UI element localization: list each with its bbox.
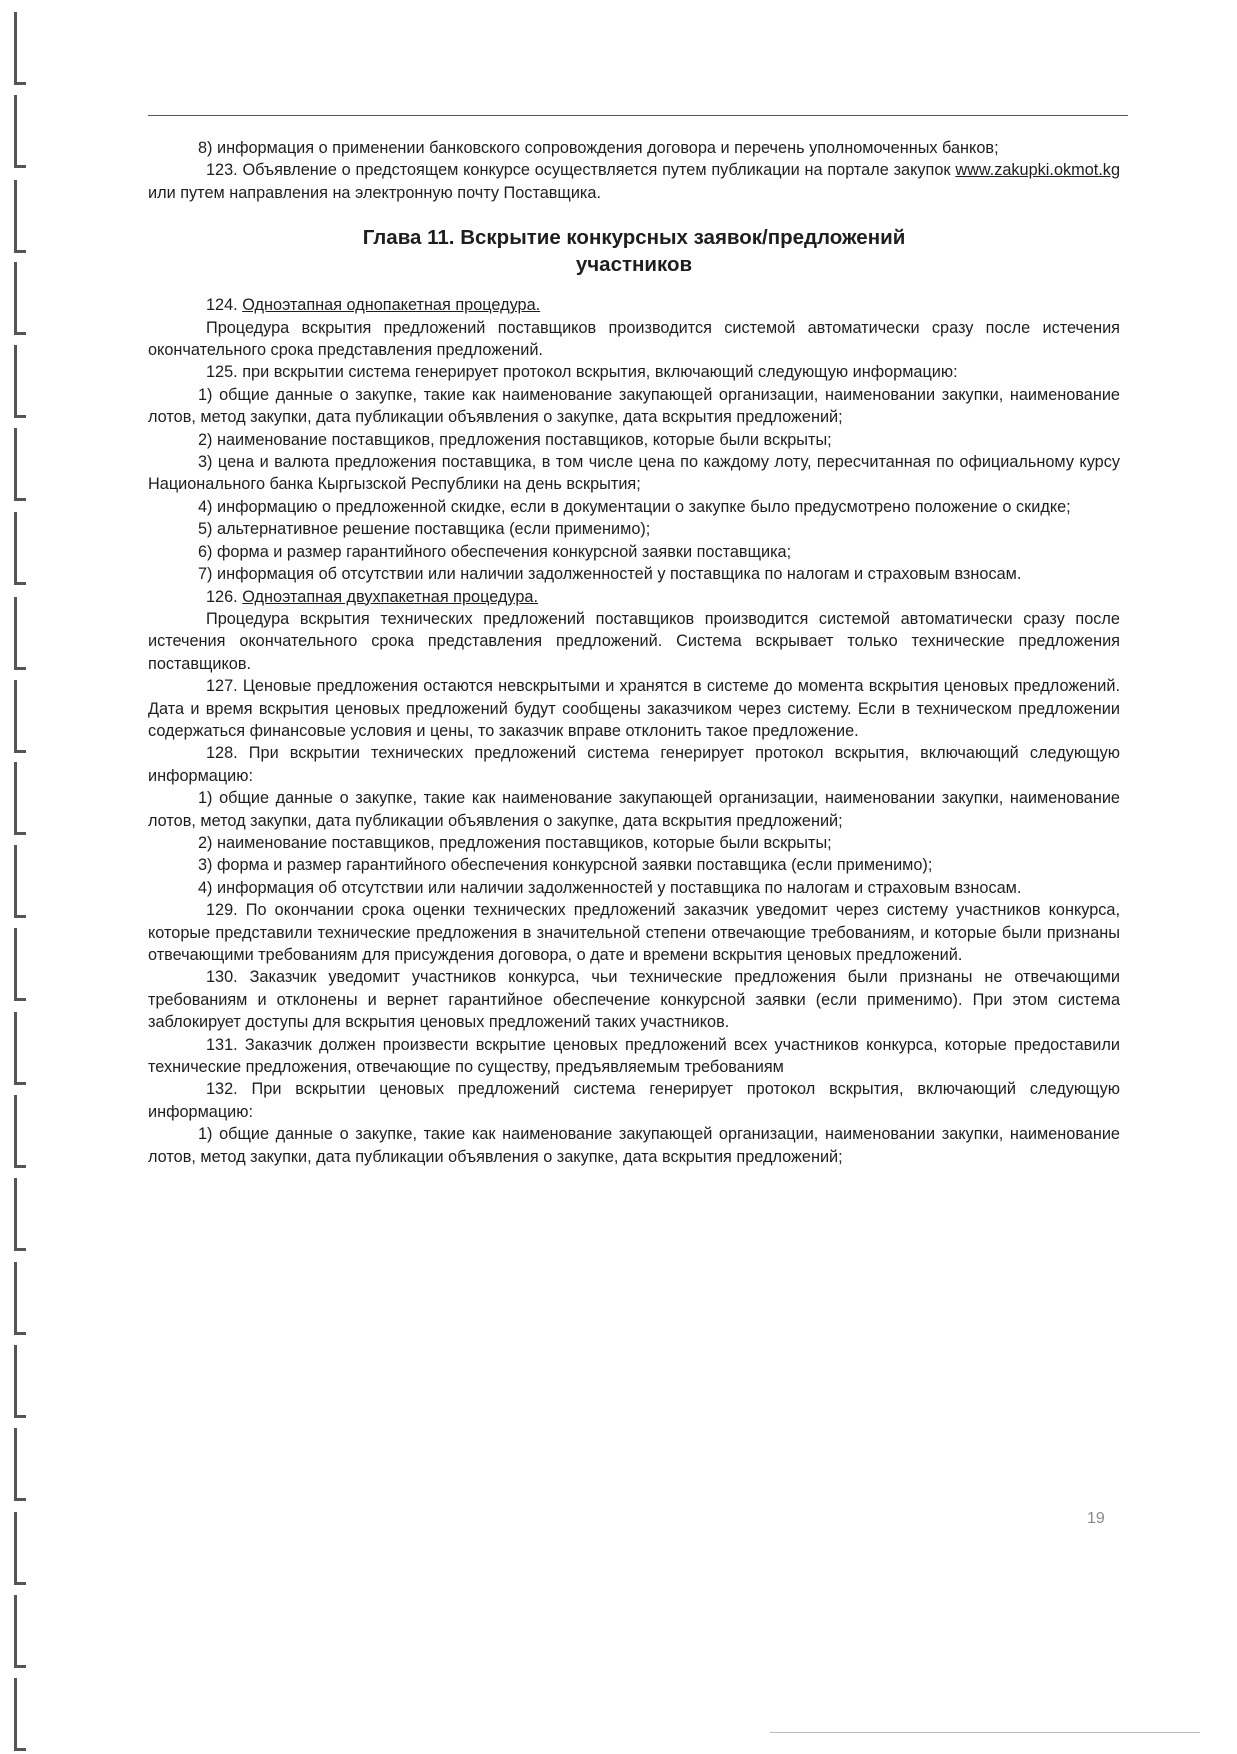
list-item: 2) наименование поставщиков, предложения поставщиков, которые были вскрыты; [198, 833, 832, 852]
paragraph-127: 127. Ценовые предложения остаются невскрытыми и хранятся в системе до момента вскрытия ценовых предложений. Дата и время вскрытия ценовых предложений будут сообщены заказчиком через систему. Если в техническом предложении содержаться финансовые условия и цены, то заказчик вправе отклонить такое предложение. [148, 677, 1120, 740]
chapter-title: Глава 11. Вскрытие конкурсных заявок/предложений [362, 226, 906, 250]
list-item: 6) форма и размер гарантийного обеспечения конкурсной заявки поставщика; [198, 542, 792, 561]
paragraph-126-text: Процедура вскрытия технических предложений поставщиков производится системой автоматически сразу после истечения окончательного срока представления предложений. Система вскрывает только технические предложения поставщиков. [148, 609, 1120, 673]
portal-link[interactable]: www.zakupki.okmot.kg [955, 161, 1120, 180]
paragraph-123: 123. Объявление о предстоящем конкурсе осуществляется путем публикации на портале закупок www.zakupki.okmot.kg или путем направления на электронную почту Поставщика. [148, 161, 1120, 202]
list-item: 4) информацию о предложенной скидке, если в документации о закупке было предусмотрено положение о скидке; [198, 497, 1071, 516]
paragraph-126-title: 126. Одноэтапная двухпакетная процедура. [206, 587, 539, 606]
list-item: 5) альтернативное решение поставщика (если применимо); [198, 520, 651, 539]
chapter-title-cont: участников [575, 253, 693, 277]
paragraph-124-title: 124. Одноэтапная однопакетная процедура. [206, 296, 541, 315]
item-8: 8) информация о применении банковского сопровождения договора и перечень уполномоченных банков; [198, 139, 999, 157]
list-item: 1) общие данные о закупке, такие как наименование закупающей организации, наименовании закупки, наименование лотов, метод закупки, дата публикации объявления о закупке, дата вскрытия предложений; [148, 385, 1120, 427]
paragraph-132: 132. При вскрытии ценовых предложений система генерирует протокол вскрытия, включающий следующую информацию: [148, 1080, 1120, 1121]
paragraph-124-text: Процедура вскрытия предложений поставщиков производится системой автоматически сразу после истечения окончательного срока представления предложений. [148, 318, 1120, 360]
list-item: 2) наименование поставщиков, предложения поставщиков, которые были вскрыты; [198, 430, 832, 449]
list-item: 3) цена и валюта предложения поставщика, в том числе цена по каждому лоту, пересчитанная по официальному курсу Национального банка Кыргызской Республики на день вскрытия; [148, 453, 1120, 494]
document-body [148, 137, 1120, 1168]
list-item: 4) информация об отсутствии или наличии задолженностей у поставщика по налогам и страховым взносам. [198, 878, 1022, 897]
list-item: 1) общие данные о закупке, такие как наименование закупающей организации, наименовании закупки, наименование лотов, метод закупки, дата публикации объявления о закупке, дата вскрытия предложений; [148, 789, 1120, 830]
paragraph-131: 131. Заказчик должен произвести вскрытие ценовых предложений всех участников конкурса, которые предоставили технические предложения, отвечающие по существу, предъявляемым требованиям [148, 1035, 1120, 1077]
list-item: 1) общие данные о закупке, такие как наименование закупающей организации, наименовании закупки, наименование лотов, метод закупки, дата публикации объявления о закупке, дата вскрытия предложений; [148, 1125, 1120, 1166]
bottom-rule [770, 1732, 1200, 1733]
list-item: 7) информация об отсутствии или наличии задолженностей у поставщика по налогам и страховым взносам. [198, 565, 1022, 584]
top-rule [148, 115, 1128, 116]
paragraph-128: 128. При вскрытии технических предложений система генерирует протокол вскрытия, включающий следующую информацию: [148, 744, 1120, 785]
paragraph-129: 129. По окончании срока оценки технических предложений заказчик уведомит через систему участников конкурса, которые представили технические предложения в значительной степени отвечающие требованиям, и которые были признаны отвечающими требованиям для присуждения договора, о дате и времени вскрытия ценовых предложений. [148, 901, 1120, 964]
chapter-heading [148, 224, 1120, 278]
binding-marks [0, 0, 40, 1754]
page-number: 19 [1087, 1510, 1105, 1527]
paragraph-125: 125. при вскрытии система генерирует протокол вскрытия, включающий следующую информацию: [206, 363, 958, 382]
list-item: 3) форма и размер гарантийного обеспечения конкурсной заявки поставщика (если применимо); [198, 856, 933, 875]
paragraph-130: 130. Заказчик уведомит участников конкурса, чьи технические предложения были признаны не отвечающими требованиям и отклонены и вернет гарантийное обеспечение конкурсной заявки (если применимо). При этом система заблокирует доступы для вскрытия ценовых предложений таких участников. [148, 968, 1120, 1032]
